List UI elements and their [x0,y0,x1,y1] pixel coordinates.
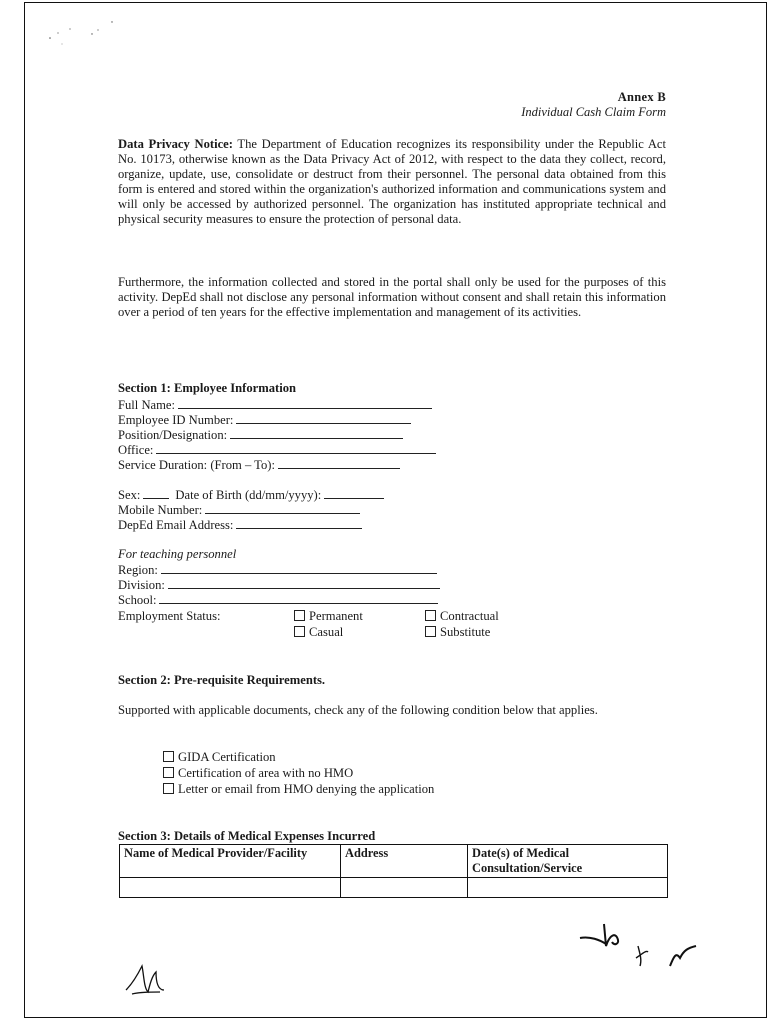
annex-header [521,90,666,120]
mobile-label: Mobile Number: [118,503,203,517]
req-hmo-denial-label: Letter or email from HMO denying the application [178,782,435,796]
table-cell[interactable] [120,878,341,898]
email-label: DepEd Email Address: [118,518,234,532]
req-hmo-denial[interactable] [163,782,434,797]
office-label: Office: [118,443,154,457]
checkbox-icon [163,767,174,778]
school-field[interactable] [159,592,438,604]
office-field[interactable] [156,442,436,454]
checkbox-icon [425,610,436,621]
status-substitute[interactable] [425,625,490,640]
section2-instruction: Supported with applicable documents, check any of the following condition below that applies. [118,703,598,717]
sex-dob-row [118,487,384,503]
checkbox-icon [425,626,436,637]
section2-title: Section 2: Pre-requisite Requirements. [118,673,326,687]
status-permanent-label: Permanent [309,609,363,623]
email-field[interactable] [236,517,362,529]
col-dates: Date(s) of Medical Consultation/Service [468,845,668,878]
service-duration-label: Service Duration: (From – To): [118,458,275,472]
col-address: Address [341,845,468,878]
handwritten-signature-right [572,916,702,986]
checkbox-icon [163,783,174,794]
table-header-row [120,845,668,878]
table-cell[interactable] [468,878,668,898]
employee-id-field[interactable] [236,412,411,424]
status-contractual-label: Contractual [440,609,499,623]
employment-status-label: Employment Status: [118,609,221,623]
service-duration-field[interactable] [278,457,400,469]
position-row [118,427,403,443]
dob-field[interactable] [324,487,384,499]
form-name: Individual Cash Claim Form [521,105,666,119]
region-row [118,562,437,578]
region-field[interactable] [161,562,437,574]
status-contractual[interactable] [425,609,499,624]
full-name-label: Full Name: [118,398,176,412]
req-no-hmo[interactable] [163,766,353,781]
office-row [118,442,436,458]
checkbox-icon [294,610,305,621]
division-field[interactable] [168,577,440,589]
school-row [118,592,438,608]
table-cell[interactable] [341,878,468,898]
full-name-row [118,397,432,413]
table-row [120,878,668,898]
req-gida-label: GIDA Certification [178,750,276,764]
sex-label: Sex: [118,488,141,502]
position-label: Position/Designation: [118,428,228,442]
checkbox-icon [294,626,305,637]
status-permanent[interactable] [294,609,363,624]
division-row [118,577,440,593]
req-no-hmo-label: Certification of area with no HMO [178,766,354,780]
mobile-field[interactable] [205,502,360,514]
service-duration-row [118,457,400,473]
division-label: Division: [118,578,165,592]
privacy-text-2: Furthermore, the information collected and stored in the portal shall only be used for the purposes of this activity. DepEd shall not disclose any personal information without consent and shall retain this information over a period of ten years for the effective implementation and management of its activities. [118,275,666,319]
status-substitute-label: Substitute [440,625,491,639]
privacy-text: The Department of Education recognizes its responsibility under the Republic Act No. 10173, otherwise known as the Data Privacy Act of 2012, with respect to the data they collect, record, organize, update, use, consolidate or destruct from their personnel. The personal data obtained from this form is entered and stored within the organization's authorized information and communications system and will only be accessed by authorized personnel. The organization has instituted appropriate technical and physical security measures to ensure the protection of personal data. [118,137,667,226]
dob-label: Date of Birth (dd/mm/yyyy): [175,488,322,502]
scan-specks [46,18,126,48]
teaching-note: For teaching personnel [118,547,237,561]
privacy-heading: Data Privacy Notice: [118,137,233,151]
position-field[interactable] [230,427,403,439]
sex-field[interactable] [143,487,169,499]
annex-label: Annex B [617,90,666,104]
status-casual[interactable] [294,625,343,640]
medical-expenses-table [119,844,668,898]
email-row [118,517,362,533]
col-provider: Name of Medical Provider/Facility [120,845,341,878]
mobile-row [118,502,360,518]
school-label: School: [118,593,157,607]
checkbox-icon [163,751,174,762]
status-casual-label: Casual [309,625,344,639]
handwritten-initials-left [122,962,172,1002]
section3-title: Section 3: Details of Medical Expenses Incurred [118,829,376,843]
employee-id-row [118,412,411,428]
req-gida[interactable] [163,750,276,765]
privacy-notice [118,137,666,226]
section1-title: Section 1: Employee Information [118,381,297,395]
full-name-field[interactable] [178,397,432,409]
employee-id-label: Employee ID Number: [118,413,234,427]
region-label: Region: [118,563,158,577]
